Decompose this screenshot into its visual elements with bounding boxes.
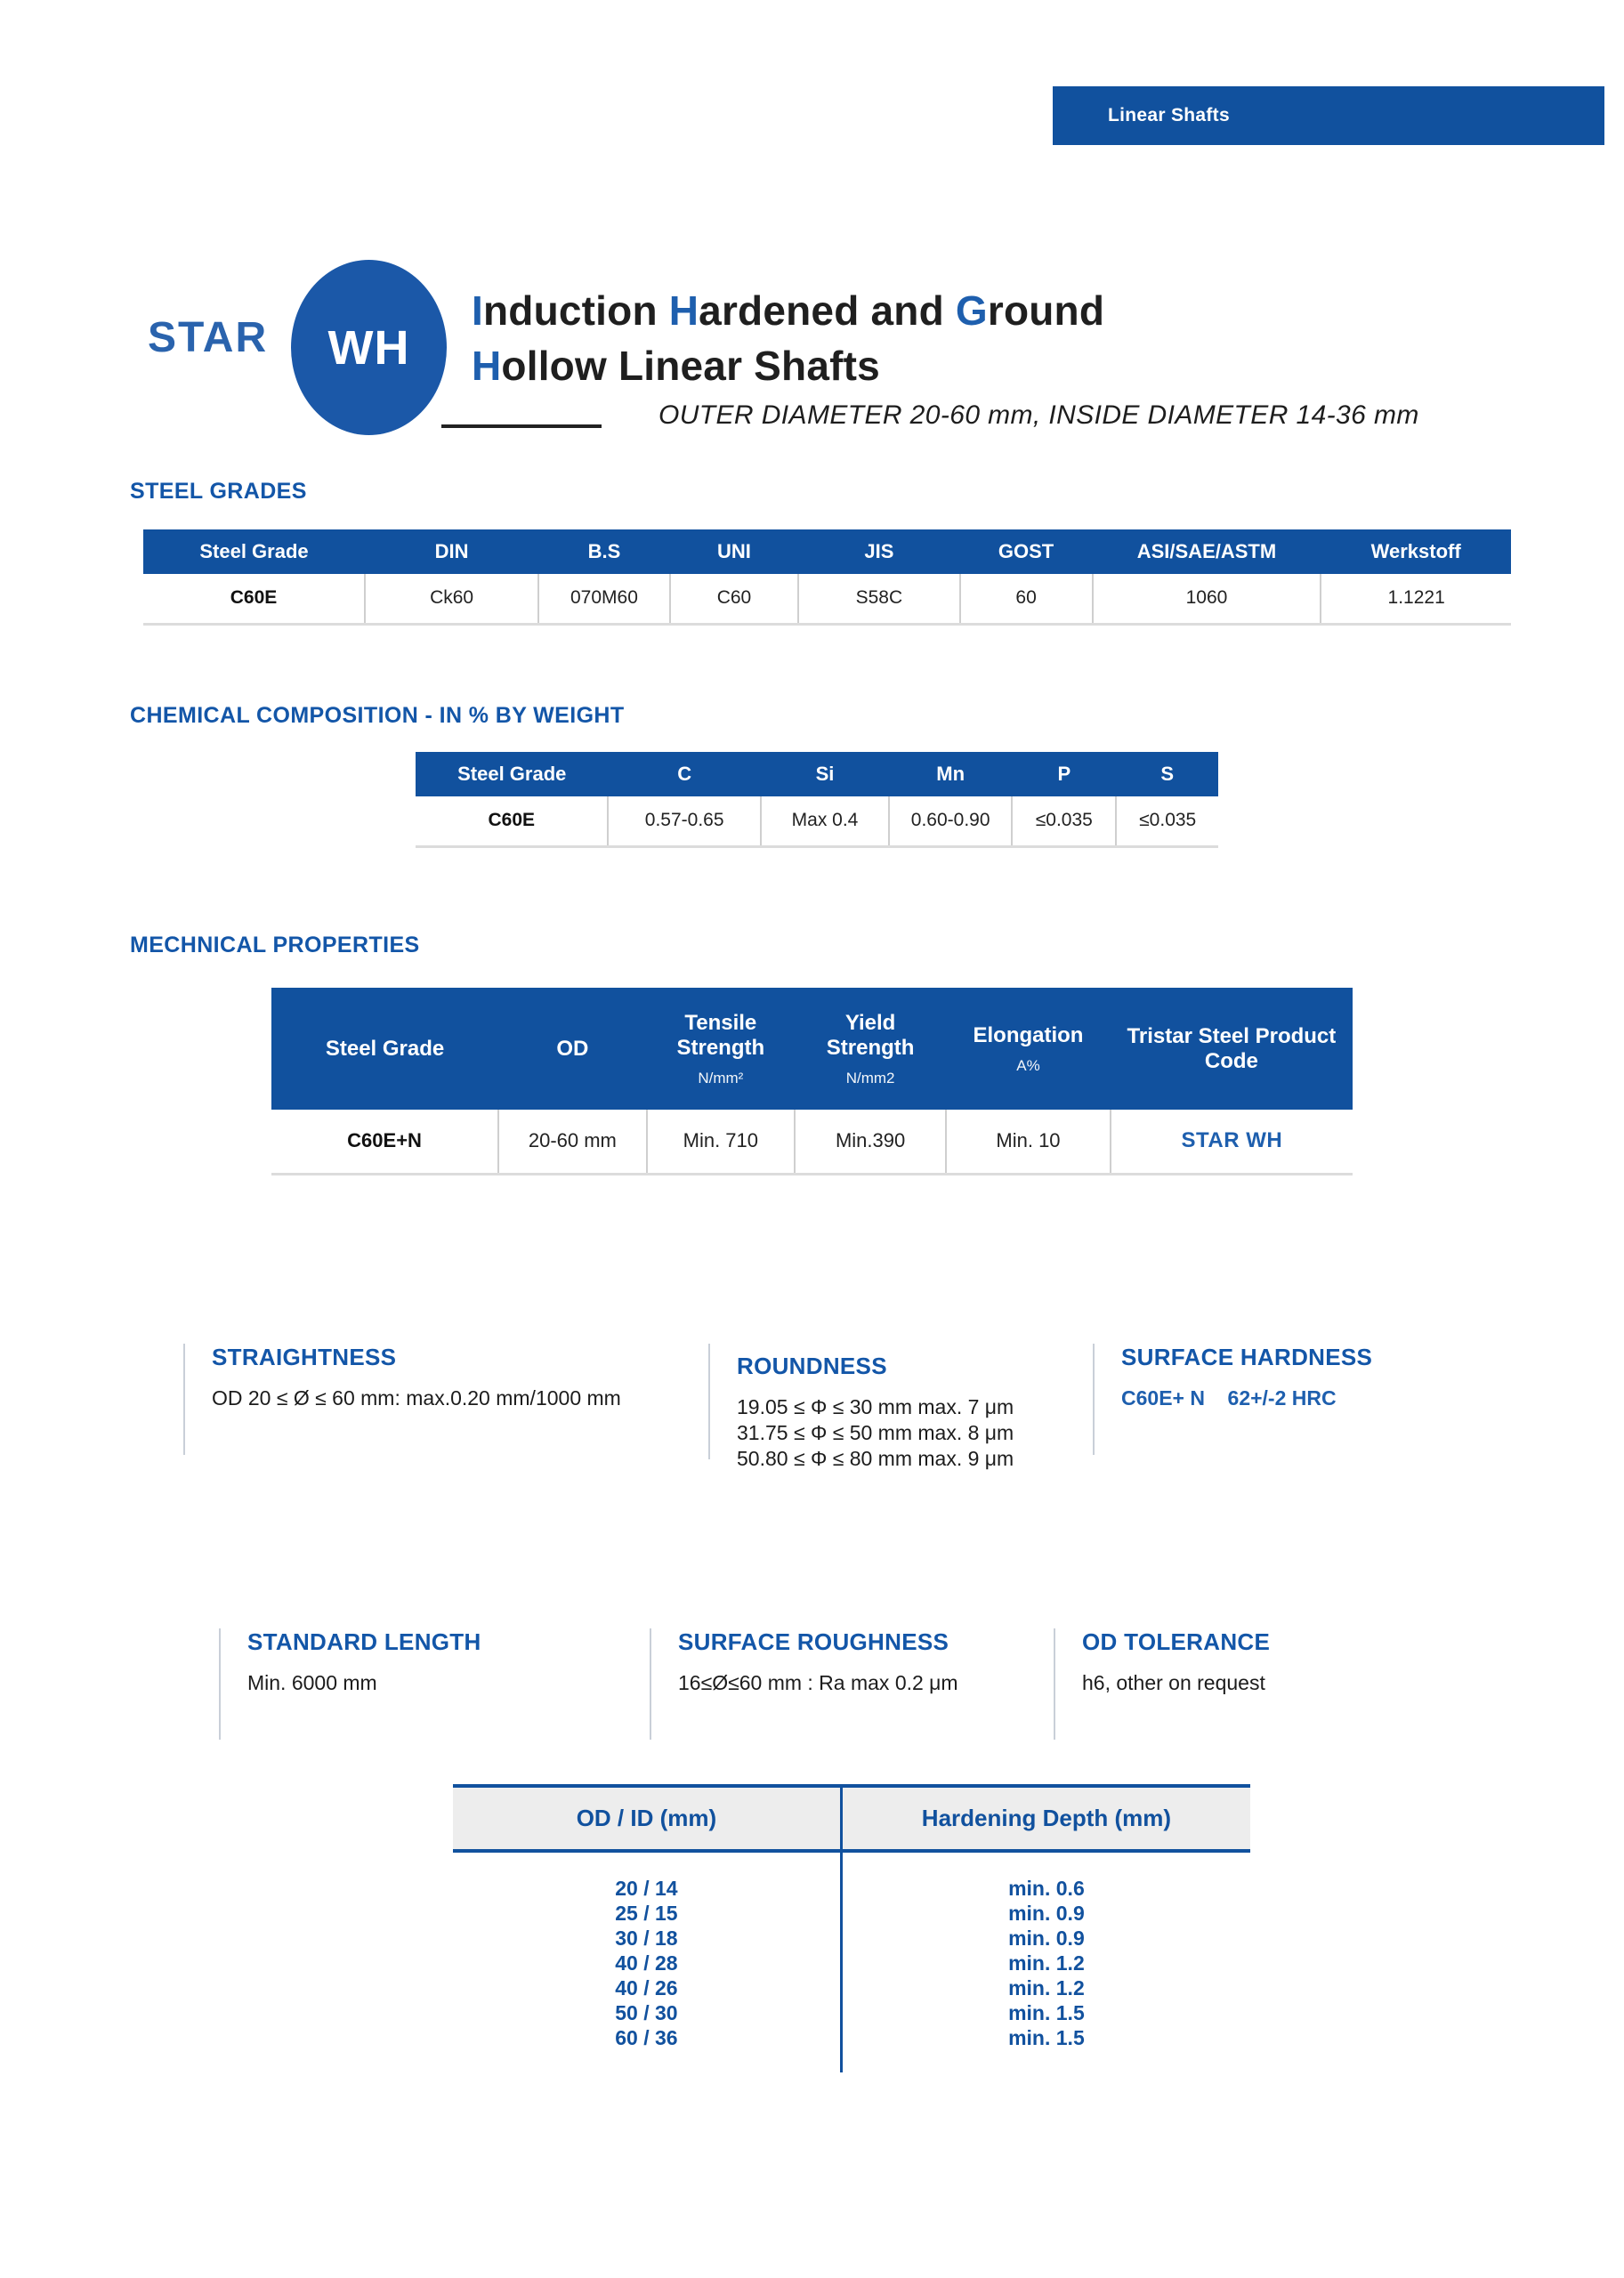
title-accent-letter: H <box>472 343 502 389</box>
table-cell: C60E <box>143 574 365 624</box>
column-header: Mn <box>889 752 1012 796</box>
table-header-row <box>416 752 1218 796</box>
column-header: C <box>608 752 760 796</box>
banner-label: Linear Shafts <box>1108 105 1230 125</box>
roundness-heading: ROUNDNESS <box>737 1353 887 1379</box>
title-text: nduction <box>482 287 669 334</box>
spec-line: 31.75 ≤ Φ ≤ 50 mm max. 8 μm <box>737 1421 1014 1444</box>
section-heading-mechanical-properties: MECHNICAL PROPERTIES <box>130 933 420 957</box>
brand-star-text: STAR <box>148 314 269 361</box>
table-cell: min. 1.5 <box>1008 2001 1085 2024</box>
table-cell: min. 1.2 <box>1008 1951 1085 1975</box>
spec-line: C60E+ N 62+/-2 HRC <box>1121 1386 1337 1410</box>
roundness-values <box>737 1394 1082 1472</box>
table-cell: 20-60 mm <box>498 1110 646 1174</box>
standard-length-value <box>247 1670 628 1696</box>
title-accent-letter: G <box>955 287 988 334</box>
od-tolerance-card <box>1054 1628 1347 1740</box>
straightness-value <box>212 1385 682 1411</box>
table-cell: Ck60 <box>365 574 538 624</box>
od-tolerance-heading: OD TOLERANCE <box>1082 1628 1271 1655</box>
table-cell: 40 / 26 <box>453 1975 841 2000</box>
surface-roughness-heading: SURFACE ROUGHNESS <box>678 1628 949 1655</box>
column-header: Si <box>761 752 889 796</box>
table-row <box>453 1975 1250 2000</box>
table-cell: ≤0.035 <box>1012 796 1116 846</box>
column-header: UNI <box>670 529 798 574</box>
table-row <box>416 796 1218 846</box>
table-cell: 0.60-0.90 <box>889 796 1012 846</box>
logo-badge-text: WH <box>327 320 410 375</box>
column-header: GOST <box>960 529 1093 574</box>
table-header-row <box>271 988 1353 1110</box>
table-cell: ≤0.035 <box>1139 810 1197 831</box>
section-heading-steel-grades: STEEL GRADES <box>130 479 307 504</box>
column-header: OD <box>498 988 646 1110</box>
section-heading-chemical-composition: CHEMICAL COMPOSITION - IN % BY WEIGHT <box>130 703 625 728</box>
steel-grades-table <box>143 529 1511 626</box>
column-header: S <box>1116 752 1218 796</box>
table-row <box>143 574 1511 624</box>
spec-line: OD 20 ≤ Ø ≤ 60 mm: max.0.20 mm/1000 mm <box>212 1386 621 1410</box>
table-cell: min. 0.6 <box>1008 1877 1085 1900</box>
table-cell: S58C <box>798 574 959 624</box>
table-cell: 0.57-0.65 <box>608 796 760 846</box>
straightness-card <box>183 1344 682 1455</box>
surface-roughness-card <box>650 1628 1041 1740</box>
column-header: P <box>1012 752 1116 796</box>
table-cell: 50 / 30 <box>453 2000 841 2025</box>
chemical-composition-table <box>416 752 1218 848</box>
spec-line: h6, other on request <box>1082 1671 1265 1694</box>
table-cell: min. 0.9 <box>1008 1902 1085 1925</box>
table-cell: C60E+N <box>271 1110 498 1174</box>
table-header-row <box>143 529 1511 574</box>
table-cell: 070M60 <box>538 574 670 624</box>
title-accent-letter: H <box>668 287 699 334</box>
title-text: round <box>987 287 1105 334</box>
table-row <box>453 2025 1250 2072</box>
table-cell: 30 / 18 <box>453 1926 841 1951</box>
title-accent-letter: I <box>472 287 483 334</box>
standard-length-card <box>219 1628 628 1740</box>
title-underline <box>441 424 602 428</box>
table-cell: Max 0.4 <box>761 796 889 846</box>
column-header: Hardening Depth (mm) <box>841 1786 1250 1851</box>
linear-shafts-banner <box>1053 86 1604 145</box>
column-header: OD / ID (mm) <box>453 1786 841 1851</box>
title-text: ardened and <box>699 287 956 334</box>
table-cell: 1.1221 <box>1387 587 1445 609</box>
table-row <box>453 1926 1250 1951</box>
page-subtitle: OUTER DIAMETER 20-60 mm, INSIDE DIAMETER 14-36 mm <box>658 400 1419 430</box>
roundness-card <box>708 1344 1082 1470</box>
table-cell: 20 / 14 <box>453 1851 841 1901</box>
table-cell: min. 0.9 <box>1008 1927 1085 1950</box>
surface-hardness-heading: SURFACE HARDNESS <box>1121 1344 1373 1370</box>
table-cell: min. 1.2 <box>1008 1976 1085 1999</box>
column-header: Tristar Steel Product Code <box>1111 988 1353 1110</box>
column-header: B.S <box>538 529 670 574</box>
spec-line: 19.05 ≤ Φ ≤ 30 mm max. 7 μm <box>737 1395 1014 1418</box>
table-cell: Min. 10 <box>946 1110 1111 1174</box>
column-header: DIN <box>365 529 538 574</box>
spec-line: 50.80 ≤ Φ ≤ 80 mm max. 9 μm <box>737 1447 1014 1470</box>
table-cell: 1060 <box>1093 574 1321 624</box>
table-cell: 60 <box>960 574 1093 624</box>
surface-hardness-card <box>1093 1344 1386 1455</box>
column-header: Steel Grade <box>143 529 365 574</box>
title-text: ollow Linear Shafts <box>501 343 880 389</box>
column-header: ASI/SAE/ASTM <box>1093 529 1321 574</box>
column-header: JIS <box>798 529 959 574</box>
logo-badge <box>291 260 447 435</box>
table-header-row <box>453 1786 1250 1851</box>
table-row <box>453 2000 1250 2025</box>
straightness-heading: STRAIGHTNESS <box>212 1344 397 1370</box>
page-title-line1 <box>472 283 1104 338</box>
table-cell: 25 / 15 <box>453 1901 841 1926</box>
table-cell: 40 / 28 <box>453 1951 841 1975</box>
table-cell: 60 / 36 <box>453 2025 841 2072</box>
od-tolerance-value <box>1082 1670 1347 1696</box>
page-title <box>472 283 1104 393</box>
hardening-depth-table <box>453 1784 1250 2072</box>
table-row <box>453 1901 1250 1926</box>
table-cell: Min. 710 <box>647 1110 795 1174</box>
spec-line: 16≤Ø≤60 mm : Ra max 0.2 μm <box>678 1671 958 1694</box>
column-header: Tensile Strength N/mm² <box>647 988 795 1110</box>
surface-roughness-value <box>678 1670 1041 1696</box>
standard-length-heading: STANDARD LENGTH <box>247 1628 481 1655</box>
column-header: Steel Grade <box>271 988 498 1110</box>
column-header: Elongation A% <box>946 988 1111 1110</box>
table-row <box>453 1951 1250 1975</box>
column-header: Yield Strength N/mm2 <box>795 988 946 1110</box>
table-cell: STAR WH <box>1181 1128 1283 1153</box>
spec-line: Min. 6000 mm <box>247 1671 377 1694</box>
table-row <box>453 1851 1250 1901</box>
table-cell: Min.390 <box>795 1110 946 1174</box>
table-cell: min. 1.5 <box>1008 2026 1085 2049</box>
column-header: Steel Grade <box>416 752 608 796</box>
column-header: Werkstoff <box>1321 529 1511 574</box>
surface-hardness-value <box>1121 1385 1386 1411</box>
table-cell: C60E <box>416 796 608 846</box>
page-title-line2 <box>472 338 1104 393</box>
table-row <box>271 1110 1353 1174</box>
mechanical-properties-table <box>271 988 1353 1175</box>
table-cell: C60 <box>670 574 798 624</box>
